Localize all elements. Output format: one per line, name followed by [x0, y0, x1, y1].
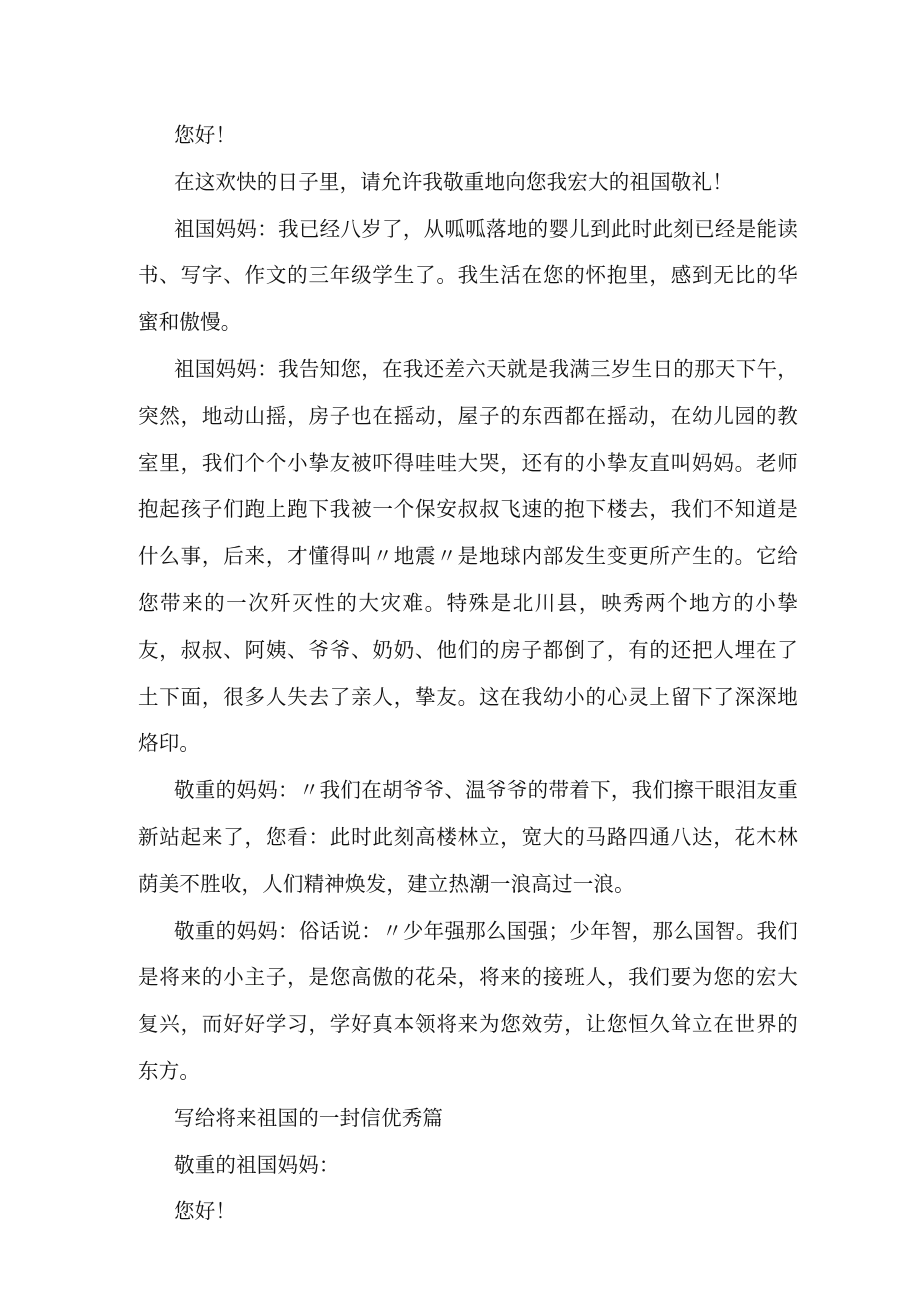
paragraph-youth: 敬重的妈妈：俗话说：〃少年强那么国强；少年智，那么国智。我们是将来的小主子，是您高傲的花朵，将来的接班人，我们要为您的宏大复兴，而好好学习，学好真本领将来为您效劳，让您恒久耸立在世界的东方。: [138, 918, 798, 1083]
paragraph-greeting: 您好！: [174, 123, 237, 147]
paragraph-salutation: 敬重的祖国妈妈：: [174, 1152, 340, 1177]
paragraph-age: 祖国妈妈：我已经八岁了，从呱呱落地的婴儿到此时此刻已经是能读书、写字、作文的三年级学生了。我生活在您的怀抱里，感到无比的华蜜和傲慢。: [138, 216, 798, 335]
section-heading: 写给将来祖国的一封信优秀篇: [174, 1105, 444, 1130]
paragraph-salute: 在这欢快的日子里，请允许我敬重地向您我宏大的祖国敬礼！: [174, 169, 733, 194]
paragraph-greeting-second: 您好！: [174, 1199, 237, 1224]
paragraph-earthquake: 祖国妈妈：我告知您，在我还差六天就是我满三岁生日的那天下午，突然，地动山摇，房子也在摇动，屋子的东西都在摇动，在幼儿园的教室里，我们个个小挚友被吓得哇哇大哭，还有的小挚友直叫妈妈。老师抱起孩子们跑上跑下我被一个保安叔叔飞速的抱下楼去，我们不知道是什么事，后来，才懂得叫〃地震〃是地球内部发生变更所产生的。它给您带来的一次歼灭性的大灾难。特殊是北川县，映秀两个地方的小挚友，叔叔、阿姨、爷爷、奶奶、他们的房子都倒了，有的还把人埋在了土下面，很多人失去了亲人，挚友。这在我幼小的心灵上留下了深深地烙印。: [138, 356, 798, 756]
paragraph-rebuild: 敬重的妈妈：〃我们在胡爷爷、温爷爷的带着下，我们擦干眼泪友重新站起来了，您看：此时此刻高楼林立，宽大的马路四通八达，花木林荫美不胜收，人们精神焕发，建立热潮一浪高过一浪。: [138, 778, 798, 896]
letter-body: [138, 112, 798, 1235]
